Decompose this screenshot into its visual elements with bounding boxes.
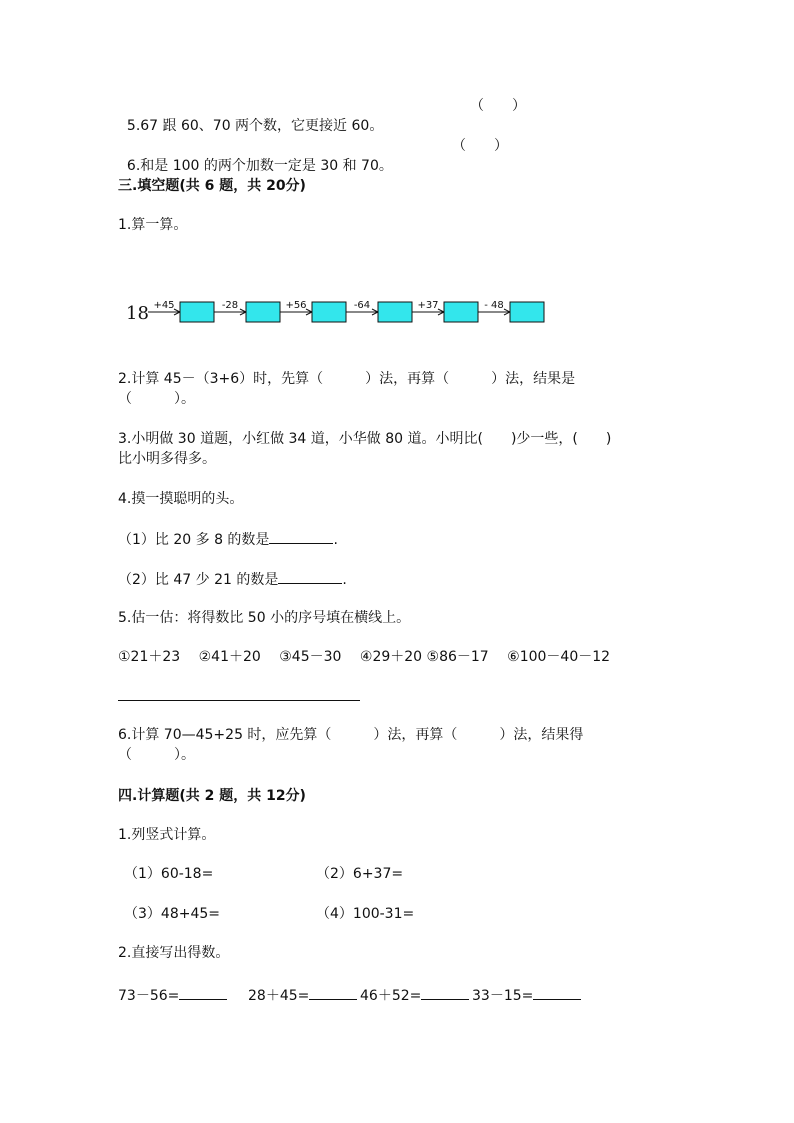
start-number: 18 — [126, 303, 149, 324]
section-3-q6-line1: 6.计算 70—45+25 时，应先算（ ）法，再算（ ）法，结果得 — [118, 727, 584, 743]
section-3-q4-1 — [118, 528, 338, 550]
mental-math-item — [118, 984, 227, 1006]
section-3-q5: 5.估一估：将得数比 50 小的序号填在横线上。 — [118, 610, 411, 626]
question-text: 5.67 跟 60、70 两个数，它更接近 60。 — [126, 118, 384, 134]
section-4-q1-c: （3）48+45= — [124, 906, 220, 922]
expression: 33－15= — [472, 988, 534, 1004]
answer-box[interactable] — [312, 302, 346, 322]
operation-label: +37 — [417, 300, 439, 311]
section-4-title: 四.计算题(共 2 题，共 12分) — [118, 788, 306, 804]
section-4-q1: 1.列竖式计算。 — [118, 827, 216, 843]
period: . — [342, 572, 347, 588]
section-4-q2: 2.直接写出得数。 — [118, 945, 230, 961]
calculation-chain-diagram — [124, 296, 564, 326]
section-3-q4-2 — [118, 568, 347, 590]
mental-math-item — [472, 984, 581, 1006]
answer-box[interactable] — [444, 302, 478, 322]
section-3-q6-line2: （ ）。 — [118, 747, 195, 763]
section-3-q3-line2: 比小明多得多。 — [118, 451, 216, 467]
section-3-q4: 4.摸一摸聪明的头。 — [118, 491, 244, 507]
section-4-q1-b: （2）6+37= — [316, 866, 404, 882]
question-text: （2）比 47 少 21 的数是 — [118, 572, 279, 588]
answer-box[interactable] — [378, 302, 412, 322]
section-3-q2-line2: （ ）。 — [118, 391, 195, 407]
answer-blank[interactable] — [309, 984, 357, 1000]
section-3-q5-items: ①21＋23 ②41＋20 ③45－30 ④29＋20 ⑤86－17 ⑥100－40－12 — [118, 649, 611, 665]
operation-label: - 48 — [484, 300, 504, 311]
section-4-q1-d: （4）100-31= — [316, 906, 415, 922]
question-text: （1）比 20 多 8 的数是 — [118, 532, 270, 548]
answer-blank[interactable] — [421, 984, 469, 1000]
mental-math-item — [360, 984, 469, 1006]
answer-line[interactable] — [118, 700, 360, 701]
section-3-title: 三.填空题(共 6 题，共 20分) — [118, 178, 306, 194]
operation-label: +45 — [153, 300, 175, 311]
expression: 73－56= — [118, 988, 180, 1004]
answer-paren: （ ） — [452, 138, 508, 154]
expression: 46＋52= — [360, 988, 422, 1004]
calculation-chain — [124, 296, 564, 326]
answer-blank[interactable] — [278, 568, 342, 584]
judge-question-6 — [118, 136, 393, 176]
answer-box[interactable] — [510, 302, 544, 322]
judge-question-5 — [118, 96, 383, 136]
answer-blank[interactable] — [269, 528, 333, 544]
answer-box[interactable] — [246, 302, 280, 322]
section-4-q1-a: （1）60-18= — [124, 866, 214, 882]
section-3-q2-line1: 2.计算 45－（3+6）时，先算（ ）法，再算（ ）法，结果是 — [118, 371, 576, 387]
operation-label: -28 — [221, 300, 239, 311]
answer-blank[interactable] — [179, 984, 227, 1000]
period: . — [333, 532, 338, 548]
section-3-q3-line1: 3.小明做 30 道题，小红做 34 道，小华做 80 道。小明比( )少一些，( ) — [118, 431, 612, 447]
section-3-q1: 1.算一算。 — [118, 217, 188, 233]
operation-label: -64 — [353, 300, 371, 311]
answer-box[interactable] — [180, 302, 214, 322]
expression: 28＋45= — [248, 988, 310, 1004]
question-text: 6.和是 100 的两个加数一定是 30 和 70。 — [126, 158, 393, 174]
mental-math-item — [248, 984, 357, 1006]
operation-label: +56 — [285, 300, 307, 311]
answer-blank[interactable] — [533, 984, 581, 1000]
answer-paren: （ ） — [470, 98, 526, 114]
